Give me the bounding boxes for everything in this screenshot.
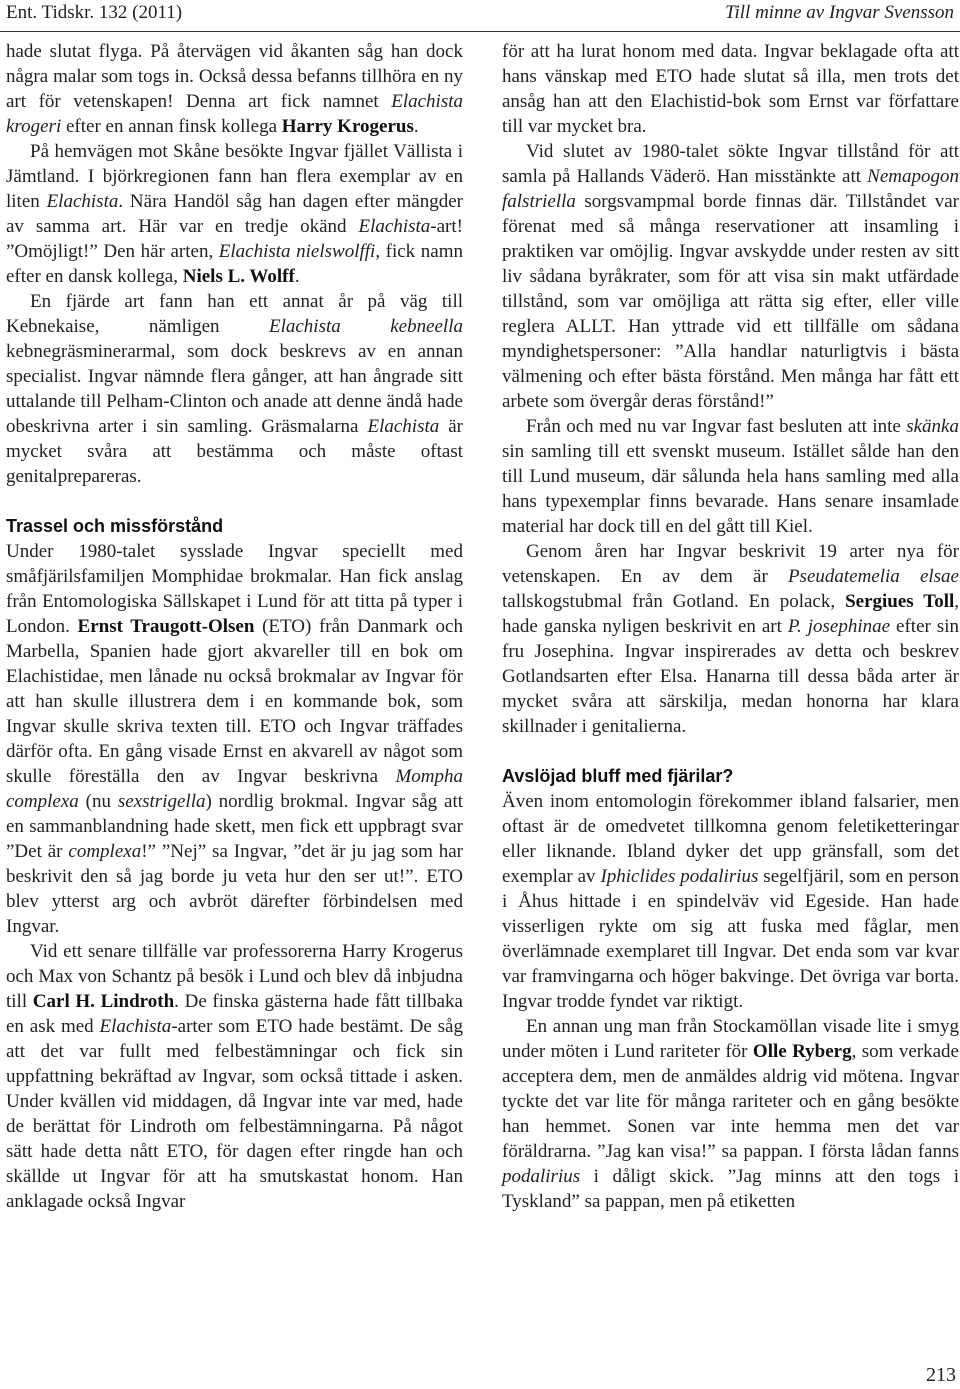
body-paragraph bbox=[6, 289, 463, 489]
text-run: i dåligt skick. ”Jag minns att den togs i Tyskland” sa pappan, men på etiketten bbox=[502, 1166, 959, 1212]
text-run: . Nära Handöl såg han dagen efter mängder av samma art. Här var en tredje okänd bbox=[6, 191, 463, 237]
text-run: . De finska gästerna hade fått tillbaka en ask med bbox=[6, 991, 463, 1037]
text-run: , fick namn efter en dansk kollega, bbox=[6, 241, 463, 287]
text-run: (ETO) från Danmark och Marbella, Spanien hade gjort akvareller till en bok om Elachistidae, men lånade nu också brokmalar av Ingvar för att han skulle illustrera dem i en kommande bok, som Ingvar skulle skriva texten till. ETO och Ingvar träffades därför ofta. En gång visade Ernst en akvarell av något som skulle föreställa den av Ingvar beskrivna bbox=[6, 616, 463, 787]
right-text-column bbox=[502, 39, 959, 1214]
text-run: , hade ganska nyligen beskrivit en art bbox=[502, 591, 959, 637]
italic-term: Nemapogon falstriella bbox=[502, 166, 959, 212]
text-run: tallskogstubmal från Gotland. En polack, bbox=[502, 591, 846, 612]
text-run: Under 1980-talet sysslade Ingvar speciellt med småfjärilsfamiljen Momphidae brokmalar. Han fick anslag från Entomologiska Sällskapet i Lund för att titta på typer i London. bbox=[6, 541, 463, 637]
text-run: segelfjäril, som en person i Åhus hittade i en spindelväv vid Egeside. Han hade visserligen rykte om sig att fuska med fåglar, men överlämnade exemplaret till Ingvar. Det enda som var kvar var framvingarna och höger bakvinge. Det övriga var borta. Ingvar trodde fyndet var riktigt. bbox=[502, 866, 959, 1012]
text-run: Även inom entomologin förekommer ibland falsarier, men oftast är de omedvetet tillkomna genom feletiketteringar eller liknande. Ibland dyker det upp gränsfall, som det exemplar av bbox=[502, 791, 959, 887]
body-paragraph bbox=[502, 539, 959, 739]
italic-term: Elachista bbox=[367, 416, 440, 437]
page-number: 213 bbox=[926, 1364, 956, 1386]
italic-term: P. josephinae bbox=[787, 616, 891, 637]
text-run: efter sin fru Josephina. Ingvar inspirerades av detta och beskrev Gotlandsarten efter Elsa. Hanarna till dessa båda arter är mycket svåra att särskilja, medan honorna har klara skillnader i genitalierna. bbox=[502, 616, 959, 737]
section-spacer bbox=[502, 739, 959, 764]
text-run: hade slutat flyga. På återvägen vid åkanten såg han dock några malar som togs in. Också dessa befanns tillhöra en ny art för vetenskapen! Denna art fick namnet bbox=[6, 41, 463, 112]
running-header bbox=[0, 0, 960, 30]
section-title: Till minne av Ingvar Svensson bbox=[724, 2, 954, 23]
italic-term: Mompha complexa bbox=[6, 766, 463, 812]
italic-term: complexa bbox=[68, 841, 142, 862]
text-run: ) nordlig brokmal. Ingvar såg att en sammanblandning hade skett, men fick ett uppbragt svar ”Det är bbox=[6, 791, 463, 862]
body-paragraph bbox=[6, 39, 463, 139]
text-run: för att ha lurat honom med data. Ingvar beklagade ofta att hans vänskap med ETO hade slutat så illa, men trots det ansåg han att den Elachistid-bok som Ernst var författare till var mycket bra. bbox=[502, 41, 959, 137]
text-run: -arter som ETO hade bestämt. De såg att det var fullt med felbestämningar och fick sin uppfattning bekräftad av Ingvar, som också tittade i asken. Under kvällen vid middagen, då Ingvar inte var med, hade de berättat för Lindroth om felbestämningarna. På något sätt hade detta nått ETO, för dagen efter ringde han och skällde ut Ingvar för att ha smutskastat honom. Han anklagade också Ingvar bbox=[6, 1016, 463, 1212]
person-name: Niels L. Wolff bbox=[182, 266, 295, 287]
body-paragraph bbox=[6, 939, 463, 1214]
body-paragraph bbox=[502, 1014, 959, 1214]
text-run: -art! ”Omöjligt!” Den här arten, bbox=[6, 216, 463, 262]
text-run: är mycket svåra att bestämma och måste oftast genitalprepareras. bbox=[6, 416, 464, 487]
text-run: Vid slutet av 1980-talet sökte Ingvar tillstånd för att samla på Hallands Väderö. Han misstänkte att bbox=[502, 141, 959, 187]
text-run: kebnegräsminerarmal, som dock beskrevs av en annan specialist. Ingvar nämnde flera gånger, att han ångrade sitt uttalande till Pelham-Clinton och anade att denne ändå hade obeskrivna arter i sin samling. Gräsmalarna bbox=[6, 341, 463, 437]
italic-term: Elachista kebneella bbox=[268, 316, 463, 337]
person-name: Harry Krogerus bbox=[281, 116, 414, 137]
italic-term: skänka bbox=[906, 416, 959, 437]
text-run: Genom åren har Ingvar beskrivit 19 arter nya för vetenskapen. En av dem är bbox=[502, 541, 959, 587]
body-paragraph bbox=[6, 139, 463, 289]
body-paragraph bbox=[502, 139, 959, 414]
text-run: efter en annan finsk kollega bbox=[61, 116, 282, 137]
italic-term: Elachista bbox=[46, 191, 119, 212]
person-name: Carl H. Lindroth bbox=[32, 991, 175, 1012]
italic-term: Pseudatemelia elsae bbox=[787, 566, 959, 587]
body-paragraph bbox=[502, 789, 959, 1014]
person-name: Sergiues Toll bbox=[845, 591, 955, 612]
text-run: En annan ung man från Stockamöllan visade lite i smyg under möten i Lund rariteter för bbox=[502, 1016, 959, 1062]
text-run: Vid ett senare tillfälle var professorerna Harry Krogerus och Max von Schantz på besök i Lund och blev då inbjudna till bbox=[6, 941, 463, 1012]
section-heading: Trassel och missförstånd bbox=[6, 516, 224, 536]
text-run: . bbox=[294, 266, 300, 287]
text-run: Från och med nu var Ingvar fast besluten att inte bbox=[526, 416, 907, 437]
italic-term: podalirius bbox=[502, 1166, 581, 1187]
text-run: !” ”Nej” sa Ingvar, ”det är ju jag som har beskrivit den så jag borde ju veta hur den ser ut!”. ETO blev ytterst arg och avbröt därefter förbindelsen med Ingvar. bbox=[6, 841, 463, 937]
italic-term: Elachista krogeri bbox=[6, 91, 463, 137]
italic-term: Iphiclides podalirius bbox=[600, 866, 759, 887]
body-paragraph bbox=[502, 414, 959, 539]
text-run: , som verkade acceptera dem, men de anmäldes aldrig vid mötena. Ingvar tyckte det var lite för många rariteter och en gång besökte han hemmet. Sonen var inte hemma men det var föräldrarna. ”Jag kan visa!” sa pappan. I första lådan fanns bbox=[502, 1041, 959, 1162]
italic-term: Elachista bbox=[358, 216, 431, 237]
body-paragraph bbox=[502, 39, 959, 139]
header-rule bbox=[0, 31, 960, 32]
person-name: Ernst Traugott-Olsen bbox=[77, 616, 255, 637]
section-spacer bbox=[6, 489, 463, 514]
journal-reference: Ent. Tidskr. 132 (2011) bbox=[6, 2, 183, 23]
text-run: En fjärde art fann han ett annat år på väg till Kebnekaise, nämligen bbox=[6, 291, 463, 337]
italic-term: Elachista bbox=[99, 1016, 172, 1037]
text-run: sin samling till ett svenskt museum. Istället sålde han den till Lund museum, där sålunda hela hans samling med alla hans typexemplar finns bevarade. Hans senare insamlade material har dock till en del gått till Kiel. bbox=[502, 441, 959, 537]
body-paragraph bbox=[6, 539, 463, 939]
text-run: (nu bbox=[78, 791, 118, 812]
left-text-column bbox=[6, 39, 463, 1214]
text-run: sorgsvampmal borde finnas där. Tillståndet var förenat med så många reservationer att insamling i praktiken var omöjlig. Ingvar avskydde under resten av sitt liv sådana byråkrater, som för att visa sin makt utfärdade tillstånd, som var omöjliga att rätta sig efter, eller ville reglera ALLT. Han yttrade vid ett tillfälle om sådana myndighetspersoner: ”Alla handlar naturligtvis i bästa välmening och efter bästa förstånd. Men många har fått ett arbete som övergår deras förstånd!” bbox=[502, 191, 959, 412]
person-name: Olle Ryberg bbox=[752, 1041, 852, 1062]
italic-term: sexstrigella bbox=[117, 791, 206, 812]
section-heading: Avslöjad bluff med fjärilar? bbox=[502, 766, 734, 786]
text-run: På hemvägen mot Skåne besökte Ingvar fjället Vällista i Jämtland. I björkregionen fann han flera exemplar av en liten bbox=[6, 141, 463, 212]
text-run: . bbox=[413, 116, 419, 137]
italic-term: Elachista nielswolffi bbox=[218, 241, 376, 262]
